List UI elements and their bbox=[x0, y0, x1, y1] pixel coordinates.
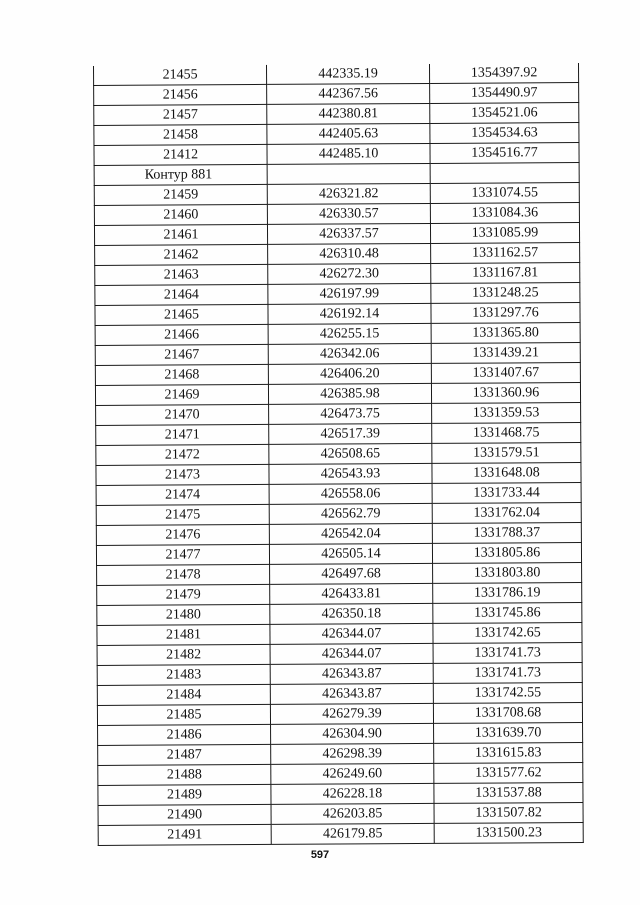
table-row bbox=[95, 303, 580, 326]
table-row bbox=[97, 603, 582, 626]
x-coordinate-cell: 426562.79 bbox=[269, 503, 432, 524]
y-coordinate-cell: 1331786.19 bbox=[433, 583, 582, 604]
point-number-cell: 21477 bbox=[96, 544, 269, 565]
point-number-cell: 21467 bbox=[95, 344, 268, 365]
point-number-cell: 21491 bbox=[98, 824, 271, 845]
y-coordinate-cell: 1331074.55 bbox=[430, 183, 579, 204]
x-coordinate-cell: 426192.14 bbox=[268, 303, 431, 324]
table-row bbox=[93, 63, 578, 85]
x-coordinate-cell: 426179.85 bbox=[271, 823, 434, 844]
y-coordinate-cell: 1331803.80 bbox=[433, 563, 582, 584]
y-coordinate-cell: 1354397.92 bbox=[429, 63, 578, 83]
table-row bbox=[94, 103, 579, 126]
point-number-cell: 21459 bbox=[94, 184, 267, 205]
table-row bbox=[98, 743, 583, 766]
y-coordinate-cell: 1331468.75 bbox=[432, 423, 581, 444]
x-coordinate-cell: 426337.57 bbox=[267, 223, 430, 244]
x-coordinate-cell: 426249.60 bbox=[271, 763, 434, 784]
y-coordinate-cell: 1331733.44 bbox=[432, 483, 581, 504]
table-row bbox=[96, 423, 581, 446]
x-coordinate-cell: 426279.39 bbox=[270, 703, 433, 724]
x-coordinate-cell: 442405.63 bbox=[267, 123, 430, 144]
contour-label: Контур 881 bbox=[94, 164, 267, 185]
x-coordinate-cell: 426543.93 bbox=[269, 463, 432, 484]
point-number-cell: 21483 bbox=[97, 664, 270, 685]
x-coordinate-cell: 426228.18 bbox=[271, 783, 434, 804]
y-coordinate-cell: 1331162.57 bbox=[431, 243, 580, 264]
point-number-cell: 21455 bbox=[93, 65, 266, 86]
table-row bbox=[96, 523, 581, 546]
point-number-cell: 21456 bbox=[94, 84, 267, 105]
x-coordinate-cell: 426473.75 bbox=[269, 403, 432, 424]
point-number-cell: 21482 bbox=[97, 644, 270, 665]
y-coordinate-cell: 1331615.83 bbox=[434, 743, 583, 764]
x-coordinate-cell: 426255.15 bbox=[268, 323, 431, 344]
table-row bbox=[98, 803, 583, 826]
x-coordinate-cell: 426197.99 bbox=[268, 283, 431, 304]
y-coordinate-cell: 1331648.08 bbox=[432, 463, 581, 484]
table-row bbox=[98, 783, 583, 806]
point-number-cell: 21465 bbox=[95, 304, 268, 325]
point-number-cell: 21474 bbox=[96, 484, 269, 505]
point-number-cell: 21479 bbox=[97, 584, 270, 605]
table-row bbox=[97, 623, 582, 646]
x-coordinate-cell: 426406.20 bbox=[268, 363, 431, 384]
y-coordinate-cell: 1331359.53 bbox=[432, 403, 581, 424]
table-row bbox=[94, 123, 579, 146]
point-number-cell: 21485 bbox=[97, 704, 270, 725]
x-coordinate-cell: 426344.07 bbox=[270, 623, 433, 644]
table-row bbox=[96, 483, 581, 506]
y-coordinate-cell: 1354490.97 bbox=[430, 83, 579, 104]
page-number: 597 bbox=[310, 849, 330, 861]
point-number-cell: 21466 bbox=[95, 324, 268, 345]
x-coordinate-cell: 426310.48 bbox=[268, 243, 431, 264]
x-coordinate-cell: 442367.56 bbox=[267, 83, 430, 104]
y-coordinate-cell: 1331639.70 bbox=[434, 723, 583, 744]
point-number-cell: 21469 bbox=[95, 384, 268, 405]
y-coordinate-cell: 1331742.55 bbox=[433, 683, 582, 704]
y-coordinate-cell: 1331577.62 bbox=[434, 763, 583, 784]
table-row bbox=[96, 463, 581, 486]
table-row bbox=[95, 383, 580, 406]
y-coordinate-cell: 1331407.67 bbox=[431, 363, 580, 384]
point-number-cell: 21463 bbox=[95, 264, 268, 285]
y-coordinate-cell: 1331500.23 bbox=[434, 823, 583, 844]
table-row bbox=[97, 643, 582, 666]
point-number-cell: 21488 bbox=[98, 764, 271, 785]
table-row bbox=[98, 763, 583, 786]
table-row bbox=[97, 683, 582, 706]
y-coordinate-cell: 1331439.21 bbox=[431, 343, 580, 364]
x-coordinate-cell: 426342.06 bbox=[268, 343, 431, 364]
x-coordinate-cell: 426542.04 bbox=[269, 523, 432, 544]
x-coordinate-cell: 426385.98 bbox=[268, 383, 431, 404]
table-row bbox=[98, 723, 583, 746]
y-coordinate-cell: 1331708.68 bbox=[433, 703, 582, 724]
x-coordinate-cell bbox=[267, 163, 430, 184]
point-number-cell: 21460 bbox=[94, 204, 267, 225]
table-row bbox=[98, 823, 583, 846]
x-coordinate-cell: 426298.39 bbox=[271, 743, 434, 764]
table-row bbox=[97, 583, 582, 606]
table-row bbox=[95, 343, 580, 366]
x-coordinate-cell: 426497.68 bbox=[270, 563, 433, 584]
y-coordinate-cell: 1331297.76 bbox=[431, 303, 580, 324]
y-coordinate-cell: 1331741.73 bbox=[433, 663, 582, 684]
table-row bbox=[97, 663, 582, 686]
point-number-cell: 21457 bbox=[94, 104, 267, 125]
x-coordinate-cell: 426433.81 bbox=[270, 583, 433, 604]
coordinates-table-body bbox=[93, 63, 583, 845]
point-number-cell: 21478 bbox=[97, 564, 270, 585]
point-number-cell: 21461 bbox=[94, 224, 267, 245]
x-coordinate-cell: 426272.30 bbox=[268, 263, 431, 284]
table-row bbox=[95, 323, 580, 346]
y-coordinate-cell: 1331167.81 bbox=[431, 263, 580, 284]
y-coordinate-cell: 1331084.36 bbox=[430, 203, 579, 224]
point-number-cell: 21476 bbox=[96, 524, 269, 545]
y-coordinate-cell: 1331741.73 bbox=[433, 643, 582, 664]
point-number-cell: 21472 bbox=[96, 444, 269, 465]
y-coordinate-cell: 1331365.80 bbox=[431, 323, 580, 344]
table-row bbox=[97, 563, 582, 586]
y-coordinate-cell: 1331788.37 bbox=[432, 523, 581, 544]
x-coordinate-cell: 426321.82 bbox=[267, 183, 430, 204]
x-coordinate-cell: 442335.19 bbox=[266, 64, 429, 84]
point-number-cell: 21470 bbox=[96, 404, 269, 425]
x-coordinate-cell: 426558.06 bbox=[269, 483, 432, 504]
point-number-cell: 21462 bbox=[95, 244, 268, 265]
point-number-cell: 21489 bbox=[98, 784, 271, 805]
y-coordinate-cell: 1331537.88 bbox=[434, 783, 583, 804]
table-row bbox=[96, 403, 581, 426]
y-coordinate-cell: 1331507.82 bbox=[434, 803, 583, 824]
y-coordinate-cell: 1331085.99 bbox=[430, 223, 579, 244]
table-row bbox=[94, 83, 579, 106]
y-coordinate-cell: 1354516.77 bbox=[430, 143, 579, 164]
x-coordinate-cell: 426304.90 bbox=[271, 723, 434, 744]
table-row bbox=[95, 243, 580, 266]
coordinates-table bbox=[93, 63, 584, 846]
point-number-cell: 21464 bbox=[95, 284, 268, 305]
y-coordinate-cell: 1331745.86 bbox=[433, 603, 582, 624]
x-coordinate-cell: 426508.65 bbox=[269, 443, 432, 464]
table-row bbox=[94, 223, 579, 246]
point-number-cell: 21458 bbox=[94, 124, 267, 145]
point-number-cell: 21475 bbox=[96, 504, 269, 525]
table-row bbox=[97, 703, 582, 726]
table-row bbox=[96, 543, 581, 566]
x-coordinate-cell: 426203.85 bbox=[271, 803, 434, 824]
x-coordinate-cell: 426330.57 bbox=[267, 203, 430, 224]
y-coordinate-cell: 1331742.65 bbox=[433, 623, 582, 644]
x-coordinate-cell: 426350.18 bbox=[270, 603, 433, 624]
x-coordinate-cell: 426344.07 bbox=[270, 643, 433, 664]
y-coordinate-cell: 1331248.25 bbox=[431, 283, 580, 304]
y-coordinate-cell: 1331805.86 bbox=[432, 543, 581, 564]
x-coordinate-cell: 426343.87 bbox=[270, 663, 433, 684]
x-coordinate-cell: 442485.10 bbox=[267, 143, 430, 164]
point-number-cell: 21473 bbox=[96, 464, 269, 485]
y-coordinate-cell: 1331762.04 bbox=[432, 503, 581, 524]
x-coordinate-cell: 426517.39 bbox=[269, 423, 432, 444]
y-coordinate-cell: 1331579.51 bbox=[432, 443, 581, 464]
table-row bbox=[95, 363, 580, 386]
point-number-cell: 21412 bbox=[94, 144, 267, 165]
table-row bbox=[94, 143, 579, 166]
x-coordinate-cell: 426343.87 bbox=[270, 683, 433, 704]
y-coordinate-cell bbox=[430, 163, 579, 184]
table-row bbox=[96, 503, 581, 526]
table-row bbox=[95, 263, 580, 286]
table-row bbox=[94, 203, 579, 226]
table-row bbox=[94, 183, 579, 206]
x-coordinate-cell: 426505.14 bbox=[269, 543, 432, 564]
table-row bbox=[95, 283, 580, 306]
table-row bbox=[96, 443, 581, 466]
point-number-cell: 21468 bbox=[95, 364, 268, 385]
point-number-cell: 21486 bbox=[98, 724, 271, 745]
y-coordinate-cell: 1331360.96 bbox=[431, 383, 580, 404]
point-number-cell: 21484 bbox=[97, 684, 270, 705]
y-coordinate-cell: 1354521.06 bbox=[430, 103, 579, 124]
point-number-cell: 21471 bbox=[96, 424, 269, 445]
point-number-cell: 21480 bbox=[97, 604, 270, 625]
point-number-cell: 21490 bbox=[98, 804, 271, 825]
y-coordinate-cell: 1354534.63 bbox=[430, 123, 579, 144]
x-coordinate-cell: 442380.81 bbox=[267, 103, 430, 124]
point-number-cell: 21487 bbox=[98, 744, 271, 765]
point-number-cell: 21481 bbox=[97, 624, 270, 645]
